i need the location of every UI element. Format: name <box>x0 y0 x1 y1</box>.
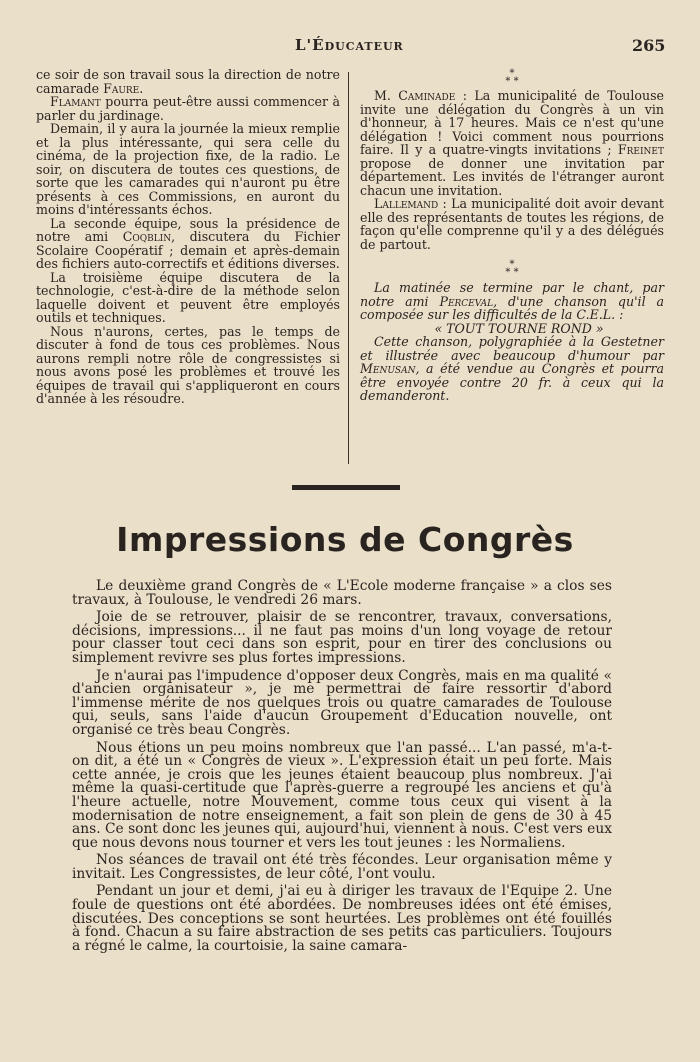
article-body <box>72 580 612 957</box>
column-divider <box>348 72 349 464</box>
paragraph: Nous étions un peu moins nombreux que l'an passé... L'an passé, m'a-t-on dit, a été un « Congrès de vieux ». L'expression était un peu forte. Mais cette année, je crois que les jeunes étaient beaucoup plus nombreux. J'ai même la quasi-certitude que l'après-guerre a regroupé les anciens et qu'à l'heure actuelle, notre Mouvement, comme tous ceux qui visent à la modernisation de notre enseignement, a fait son plein de gens de 30 à 45 ans. Ce sont donc les jeunes qui, aujourd'hui, viennent à nous. C'est vers eux que nous devons nous tourner et vers les tout jeunes : les Normaliens. <box>72 739 612 851</box>
paragraph: Cette chanson, polygraphiée à la Gestetner et illustrée avec beaucoup d'humour par Menusan, a été vendue au Congrès et pourra être envoyée contre 20 fr. à ceux qui la demanderont. <box>360 334 664 403</box>
paragraph: Pendant un jour et demi, j'ai eu à diriger les travaux de l'Equipe 2. Une foule de questions ont été abordées. De nombreuses idées ont été émises, discutées. Des conceptions se sont heurtées. Les problèmes ont été fouillés à fond. Chacun a su faire abstraction de ses petits cas particuliers. Toujours a régné le calme, la courtoisie, la saine camara- <box>72 883 612 954</box>
paragraph: M. Caminade : La municipalité de Toulouse invite une délégation du Congrès à un vin d'honneur, à 17 heures. Mais ce n'est qu'une délégation ! Voici comment nous pourrions faire. Il y a quatre-vingts invitations ; Freinet propose de donner une invitation par département. Les invités de l'étranger auront chacun une invitation. <box>360 88 665 198</box>
paragraph: Nous n'aurons, certes, pas le temps de discuter à fond de tous ces problèmes. Nous aurons rempli notre rôle de congressistes si nous avons posé les problèmes et trouvé les équipes de travail qui s'appliqueront en cours d'année à les résoudre. <box>36 323 340 406</box>
journal-title: L'Éducateur <box>295 36 404 54</box>
paragraph: Nos séances de travail ont été très fécondes. Leur organisation même y invitait. Les Congressistes, de leur côté, l'ont voulu. <box>72 852 612 882</box>
left-column <box>36 68 340 406</box>
paragraph: Flamant pourra peut-être aussi commencer à parler du jardinage. <box>36 94 340 123</box>
article-title: Impressions de Congrès <box>116 520 574 559</box>
section-break: * * * <box>505 68 519 87</box>
paragraph: Lallemand : La municipalité doit avoir devant elle des représentants de toutes les régions, de façon qu'elle comprenne qu'il y a des délégués de partout. <box>360 196 664 252</box>
paragraph: Demain, il y aura la journée la mieux remplie et la plus intéressante, qui sera celle du cinéma, de la projection fixe, de la radio. Le soir, on discutera de toutes ces questions, de sorte que les camarades qui n'auront pu être présents à ces Commissions, en auront du moins d'intéressants échos. <box>36 121 340 217</box>
song-title: « TOUT TOURNE ROND » <box>434 320 604 336</box>
paragraph: Je n'aurai pas l'impudence d'opposer deux Congrès, mais en ma qualité « d'ancien organisateur », je me permettrai de faire ressortir d'abord l'immense mérite de nos quelques trois ou quatre camarades de Toulouse qui, seuls, sans l'aide d'aucun Groupement d'Education nouvelle, ont organisé ce très beau Congrès. <box>72 667 612 738</box>
paragraph: La seconde équipe, sous la présidence de notre ami Coqblin, discutera du Fichier Scolaire Coopératif ; demain et après-demain des fichiers auto-correctifs et éditions diverses. <box>36 215 340 271</box>
separator-bar <box>292 485 400 490</box>
page-number: 265 <box>632 36 666 55</box>
paragraph: La troisième équipe discutera de la technologie, c'est-à-dire de la méthode selon laquelle doivent et peuvent être employés outils et techniques. <box>36 269 340 325</box>
right-column <box>360 68 664 403</box>
paragraph: ce soir de son travail sous la direction de notre camarade Faure. <box>36 67 340 96</box>
running-head <box>0 36 700 58</box>
section-break: * * * <box>505 259 519 278</box>
paragraph: Le deuxième grand Congrès de « L'Ecole moderne française » a clos ses travaux, à Toulouse, le vendredi 26 mars. <box>72 578 612 608</box>
paragraph: La matinée se termine par le chant, par notre ami Perceval, d'une chanson qu'il a composée sur les difficultés de la C.E.L. : <box>360 280 664 322</box>
paragraph: Joie de se retrouver, plaisir de se rencontrer, travaux, conversations, décisions, impressions... il ne faut pas moins d'un long voyage de retour pour classer tout ceci dans son esprit, pour en tirer des conclusions ou simplement revivre ses plus fortes impressions. <box>72 609 612 666</box>
